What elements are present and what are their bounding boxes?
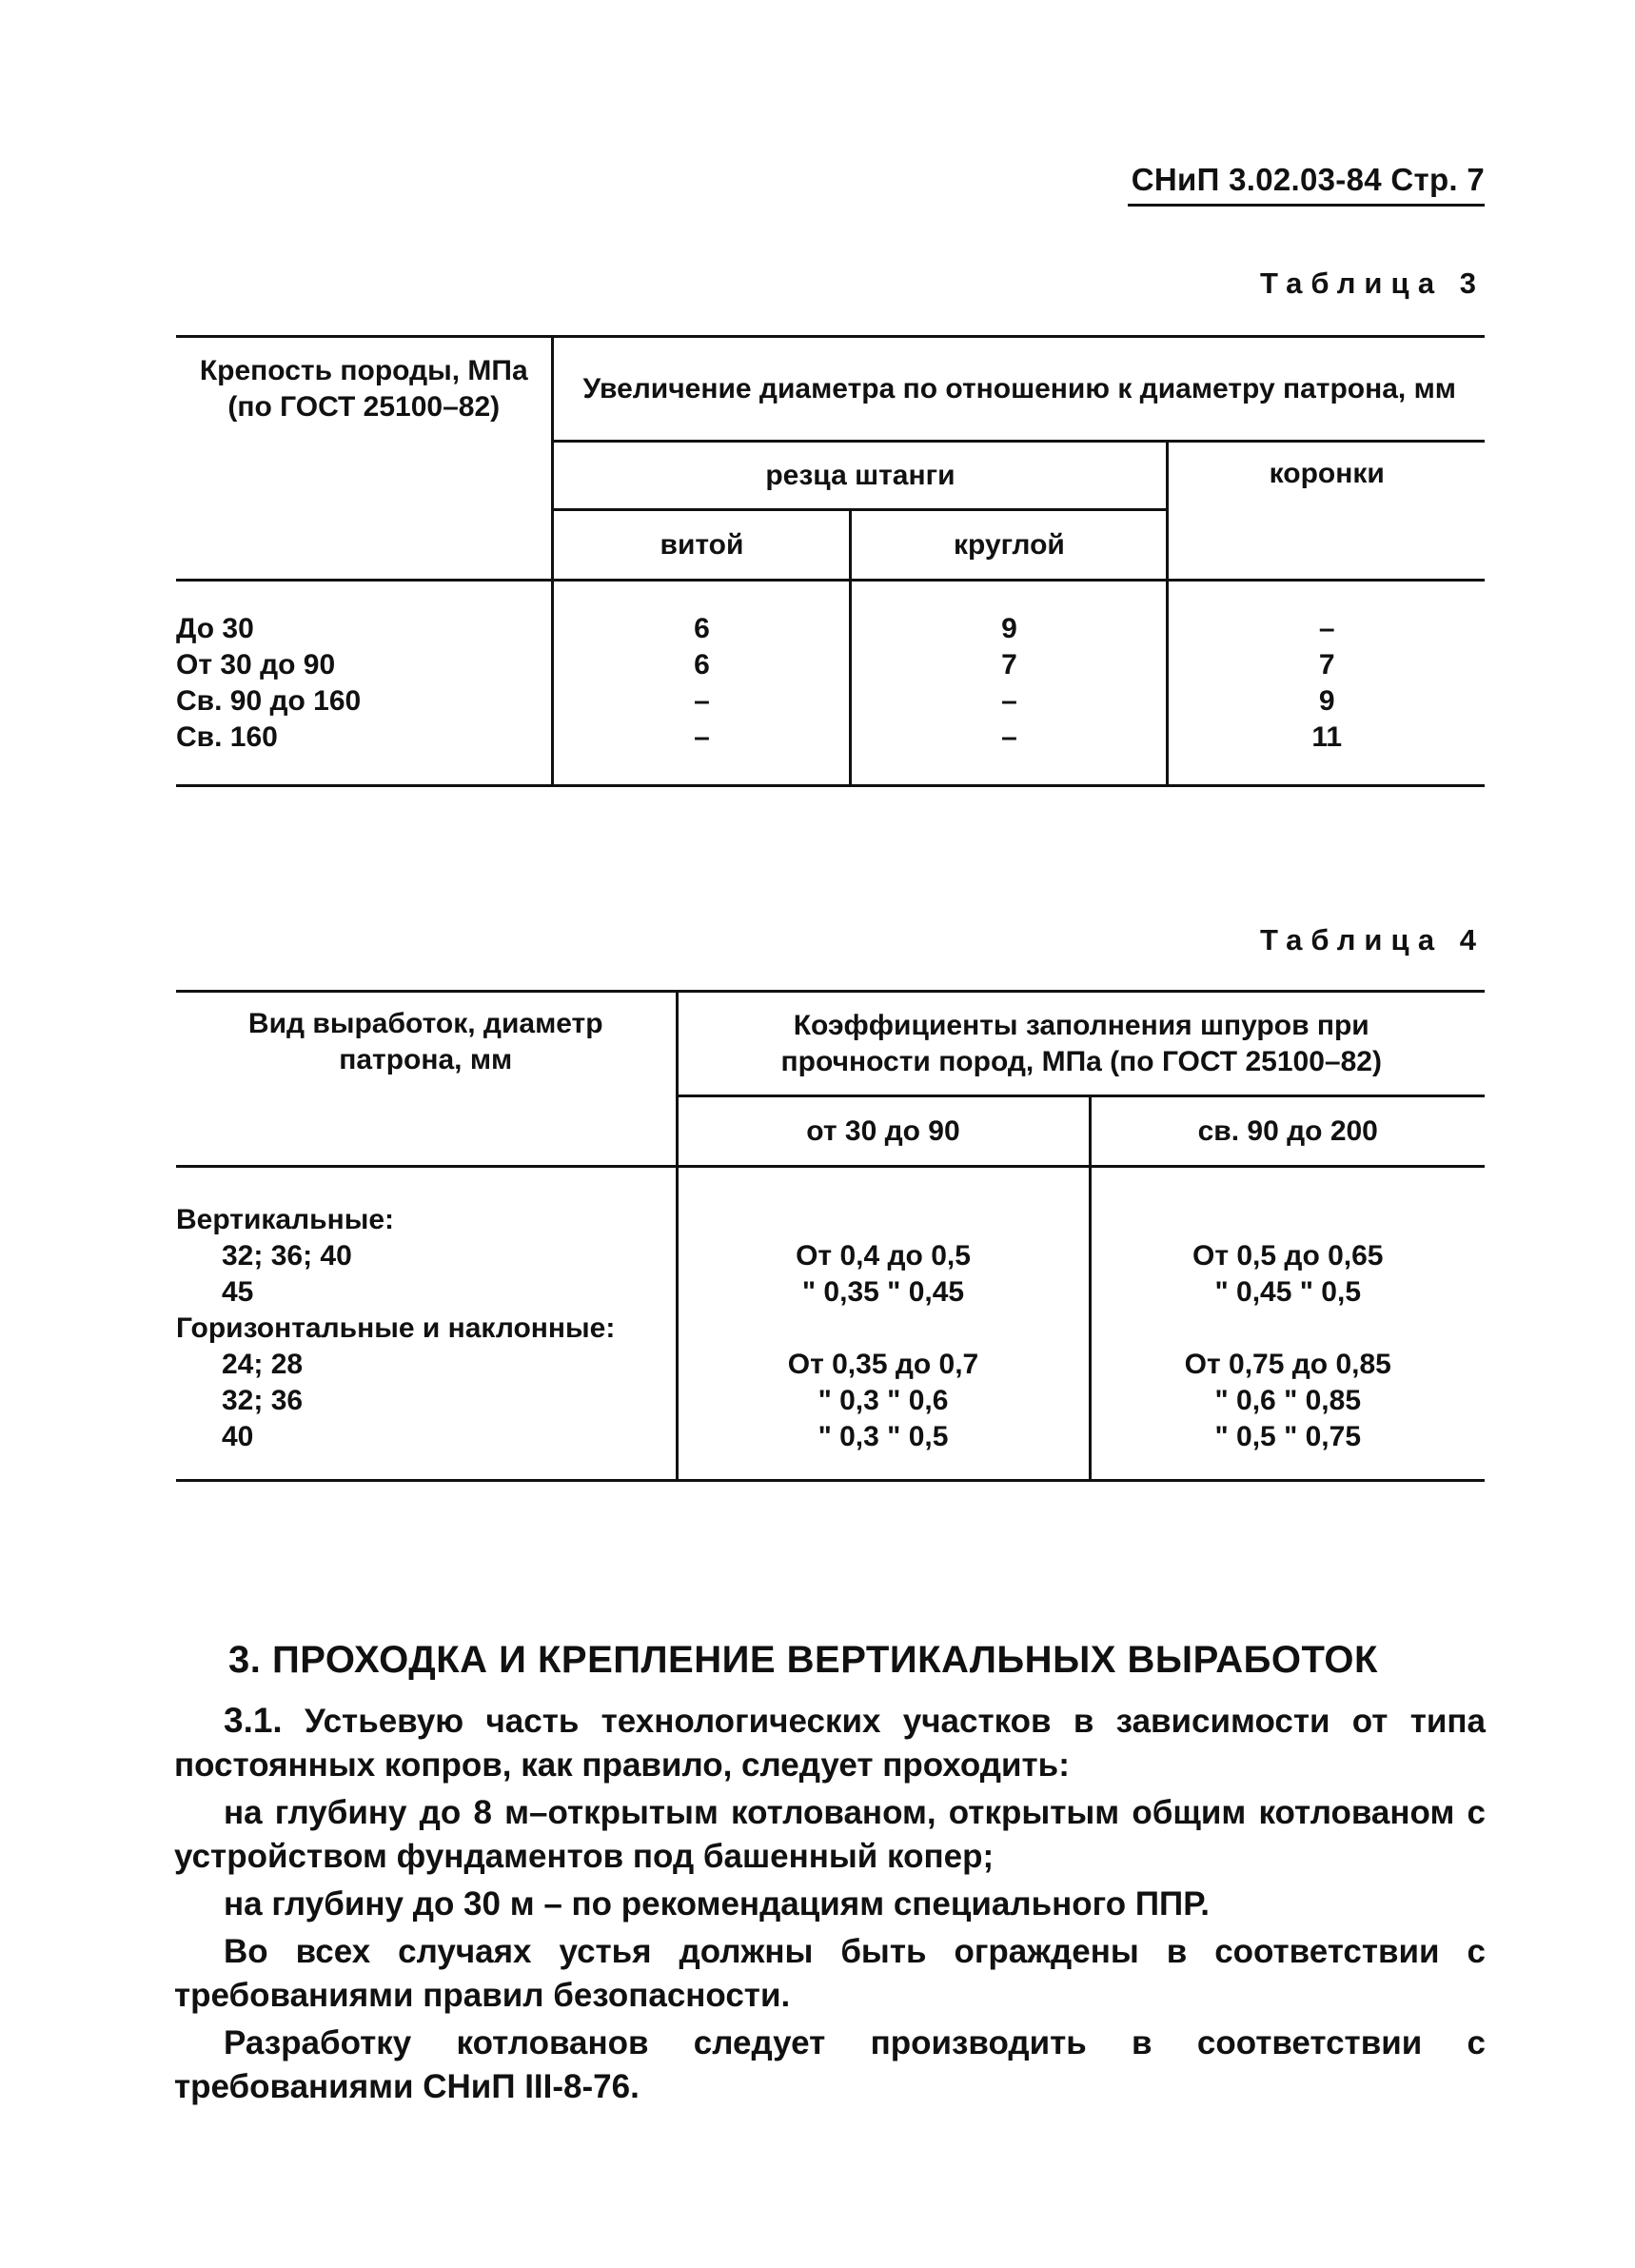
table-4-col-a-values <box>677 1167 1090 1481</box>
table-3-row-label: Св. 90 до 160 <box>176 684 362 717</box>
table-3-row-label: От 30 до 90 <box>176 648 336 680</box>
table-3-group-header: Увеличение диаметра по отношению к диаметру патрона, мм <box>553 337 1485 442</box>
table-4-row-label: Вертикальные: <box>176 1203 395 1235</box>
table-3-twisted-values <box>553 581 851 786</box>
table-3-round-values <box>851 581 1168 786</box>
table-3-row-label: Св. 160 <box>176 720 278 753</box>
table-4-cell <box>679 1311 1089 1347</box>
table-3-subgroup-header: резца штанги <box>553 442 1168 510</box>
table-4-cell: " 0,3 " 0,6 <box>818 1384 949 1416</box>
table-3-cell: – <box>1001 720 1017 753</box>
table-4-cell: " 0,3 " 0,5 <box>818 1420 949 1452</box>
table-3-bit-values <box>1168 581 1485 786</box>
table-3-cell: 7 <box>1318 648 1335 680</box>
excavation-paragraph: Разработку котлованов следует производить в соответствии с требованиями СНиП III-8-76. <box>174 2024 1486 2105</box>
table-4-cell: " 0,6 " 0,85 <box>1214 1384 1362 1416</box>
table-4-cell <box>1092 1202 1486 1238</box>
table-4-col-b-values <box>1090 1167 1485 1481</box>
section-title: 3. ПРОХОДКА И КРЕПЛЕНИЕ ВЕРТИКАЛЬНЫХ ВЫРАБОТОК <box>228 1639 1378 1681</box>
table-3-cell: – <box>694 684 710 717</box>
table-4-cell <box>1092 1311 1486 1347</box>
table-3 <box>176 335 1485 787</box>
table-3-caption: Таблица 3 <box>1259 266 1485 300</box>
table-3-stub-header: Крепость породы, МПа (по ГОСТ 25100–82) <box>176 337 553 581</box>
table-4-col-a-header: от 30 до 90 <box>677 1096 1090 1167</box>
list-item-depth-30: на глубину до 30 м – по рекомендациям специального ППР. <box>224 1885 1211 1923</box>
table-4-labels-cell <box>176 1167 677 1481</box>
safety-paragraph: Во всех случаях устья должны быть ограждены в соответствии с требованиями правил безопасности. <box>174 1933 1486 2014</box>
table-4-cell: От 0,75 до 0,85 <box>1184 1348 1391 1380</box>
table-4-col-b-header: св. 90 до 200 <box>1090 1096 1485 1167</box>
table-4 <box>176 990 1485 1482</box>
table-4-cell: " 0,45 " 0,5 <box>1214 1275 1362 1308</box>
table-3-cell: – <box>1001 684 1017 717</box>
table-4-row-label: 32; 36; 40 <box>222 1239 352 1272</box>
table-3-cell: 6 <box>694 648 710 680</box>
table-3-labels-cell <box>176 581 553 786</box>
table-4-caption: Таблица 4 <box>1259 923 1485 957</box>
table-4-cell: От 0,4 до 0,5 <box>796 1239 971 1272</box>
table-4-cell: От 0,5 до 0,65 <box>1192 1239 1384 1272</box>
table-4-cell <box>679 1202 1089 1238</box>
table-4-row-label: 32; 36 <box>222 1384 304 1416</box>
clause-paragraph <box>174 1699 1486 1787</box>
table-4-group-header: Коэффициенты заполнения шпуров при прочности пород, МПа (по ГОСТ 25100–82) <box>677 992 1485 1096</box>
clause-text: Устьевую часть технологических участков в зависимости от типа постоянных копров, как правило, следует проходить: <box>174 1703 1486 1784</box>
table-3-cell: 6 <box>694 612 710 644</box>
table-3-cell: – <box>694 720 710 753</box>
table-4-cell: " 0,5 " 0,75 <box>1214 1420 1362 1452</box>
table-4-cell: От 0,35 до 0,7 <box>787 1348 979 1380</box>
table-3-cell: 7 <box>1001 648 1017 680</box>
table-4-row-label: 40 <box>222 1420 254 1452</box>
table-3-round-header: круглой <box>851 510 1168 581</box>
table-4-cell: " 0,35 " 0,45 <box>801 1275 965 1308</box>
table-3-twisted-header: витой <box>553 510 851 581</box>
table-4-row-label: 24; 28 <box>222 1348 304 1380</box>
section-body <box>174 1699 1486 2113</box>
table-3-row-label: До 30 <box>176 612 254 644</box>
table-4-row-label: Горизонтальные и наклонные: <box>176 1311 616 1344</box>
table-3-cell: 11 <box>1311 720 1343 753</box>
table-3-cell: – <box>1318 612 1335 644</box>
clause-number: 3.1. <box>224 1701 283 1740</box>
table-4-row-label: 45 <box>222 1275 254 1308</box>
running-header: СНиП 3.02.03-84 Стр. 7 <box>1128 162 1485 207</box>
table-3-bit-header: коронки <box>1168 442 1485 581</box>
table-3-cell: 9 <box>1001 612 1017 644</box>
table-4-stub-header: Вид выработок, диаметр патрона, мм <box>176 992 677 1167</box>
table-3-cell: 9 <box>1318 684 1335 717</box>
list-item-depth-8: на глубину до 8 м–открытым котлованом, открытым общим котлованом с устройством фундаментов под башенный копер; <box>174 1794 1486 1875</box>
